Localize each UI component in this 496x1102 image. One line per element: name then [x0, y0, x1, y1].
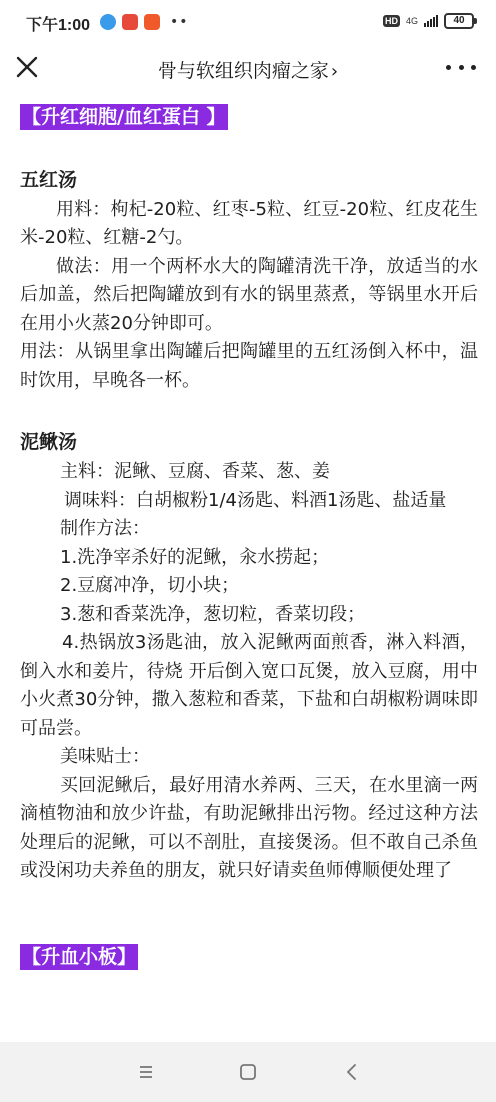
recipe-method: 做法：用一个两杯水大的陶罐清洗干净，放适当的水后加盖，然后把陶罐放到有水的锅里蒸煮，等锅里水开后在用小火蒸20分钟即可。 [20, 255, 478, 334]
status-bar [0, 0, 496, 44]
app-notification-icon-2 [144, 14, 160, 30]
page-title: 骨与软组织肉瘤之家 [157, 60, 329, 82]
recipe-ingredients: 用料：枸杞-20粒、红枣-5粒、红豆-20粒、红皮花生米-20粒、红糖-2勺。 [20, 198, 478, 248]
more-notifications-icon: •• [170, 14, 189, 30]
network-type: 4G [405, 15, 418, 26]
tips-text: 买回泥鳅后，最好用清水养两、三天，在水里滴一两滴植物油和放少许盐，有助泥鳅排出污物。经过这种方法处理后的泥鳅，可以不剖肚，直接煲汤。但不敢自己杀鱼或没闲功夫养鱼的朋友，就只好请卖鱼师傅顺便处理了 [20, 774, 478, 881]
method-step: 1.洗净宰杀好的泥鳅，汆水捞起； [60, 546, 330, 568]
recipe-main-ingredients: 主料：泥鳅、豆腐、香菜、葱、姜 [60, 461, 330, 482]
recipe-title: 五红汤 [20, 168, 78, 191]
menu-icon[interactable] [134, 1060, 158, 1084]
battery-icon: 40 [444, 13, 474, 29]
tips-label: 美味贴士： [60, 746, 150, 767]
signal-icon [424, 15, 438, 27]
home-icon[interactable] [236, 1060, 260, 1084]
method-step: 3.葱和香菜洗净，葱切粒，香菜切段； [60, 603, 366, 625]
account-title-link[interactable] [0, 56, 496, 83]
chevron-right-icon: › [330, 61, 339, 82]
system-nav-bar [0, 1042, 496, 1102]
weather-app-icon [100, 14, 116, 30]
back-icon[interactable] [340, 1060, 364, 1084]
section-heading: 【升血小板】 [22, 945, 137, 968]
recipe-seasoning: 调味料：白胡椒粉1/4汤匙、料酒1汤匙、盐适量 [64, 489, 447, 511]
system-icons [383, 13, 474, 29]
status-time: 下午1:00 [26, 17, 91, 34]
app-notification-icon [122, 14, 138, 30]
more-icon[interactable] [446, 54, 476, 80]
top-nav-bar [0, 44, 496, 92]
notification-icons [100, 14, 189, 30]
recipe-usage: 用法：从锅里拿出陶罐后把陶罐里的五红汤倒入杯中，温时饮用，早晚各一杯。 [20, 341, 478, 391]
method-step: 2.豆腐冲净，切小块； [60, 575, 240, 596]
section-heading: 【升红细胞/血红蛋白 】 [22, 106, 226, 128]
hd-icon: HD [384, 16, 398, 26]
recipe-title: 泥鳅汤 [20, 431, 78, 453]
method-label: 制作方法： [60, 518, 150, 539]
article-body [20, 92, 478, 972]
method-step: 4.热锅放3汤匙油，放入泥鳅两面煎香，淋入料酒，倒入水和姜片，待烧 开后倒入宽口瓦煲，放入豆腐，用中小火煮30分钟，撒入葱粒和香菜，下盐和白胡椒粉调味即可品尝。 [20, 632, 478, 739]
